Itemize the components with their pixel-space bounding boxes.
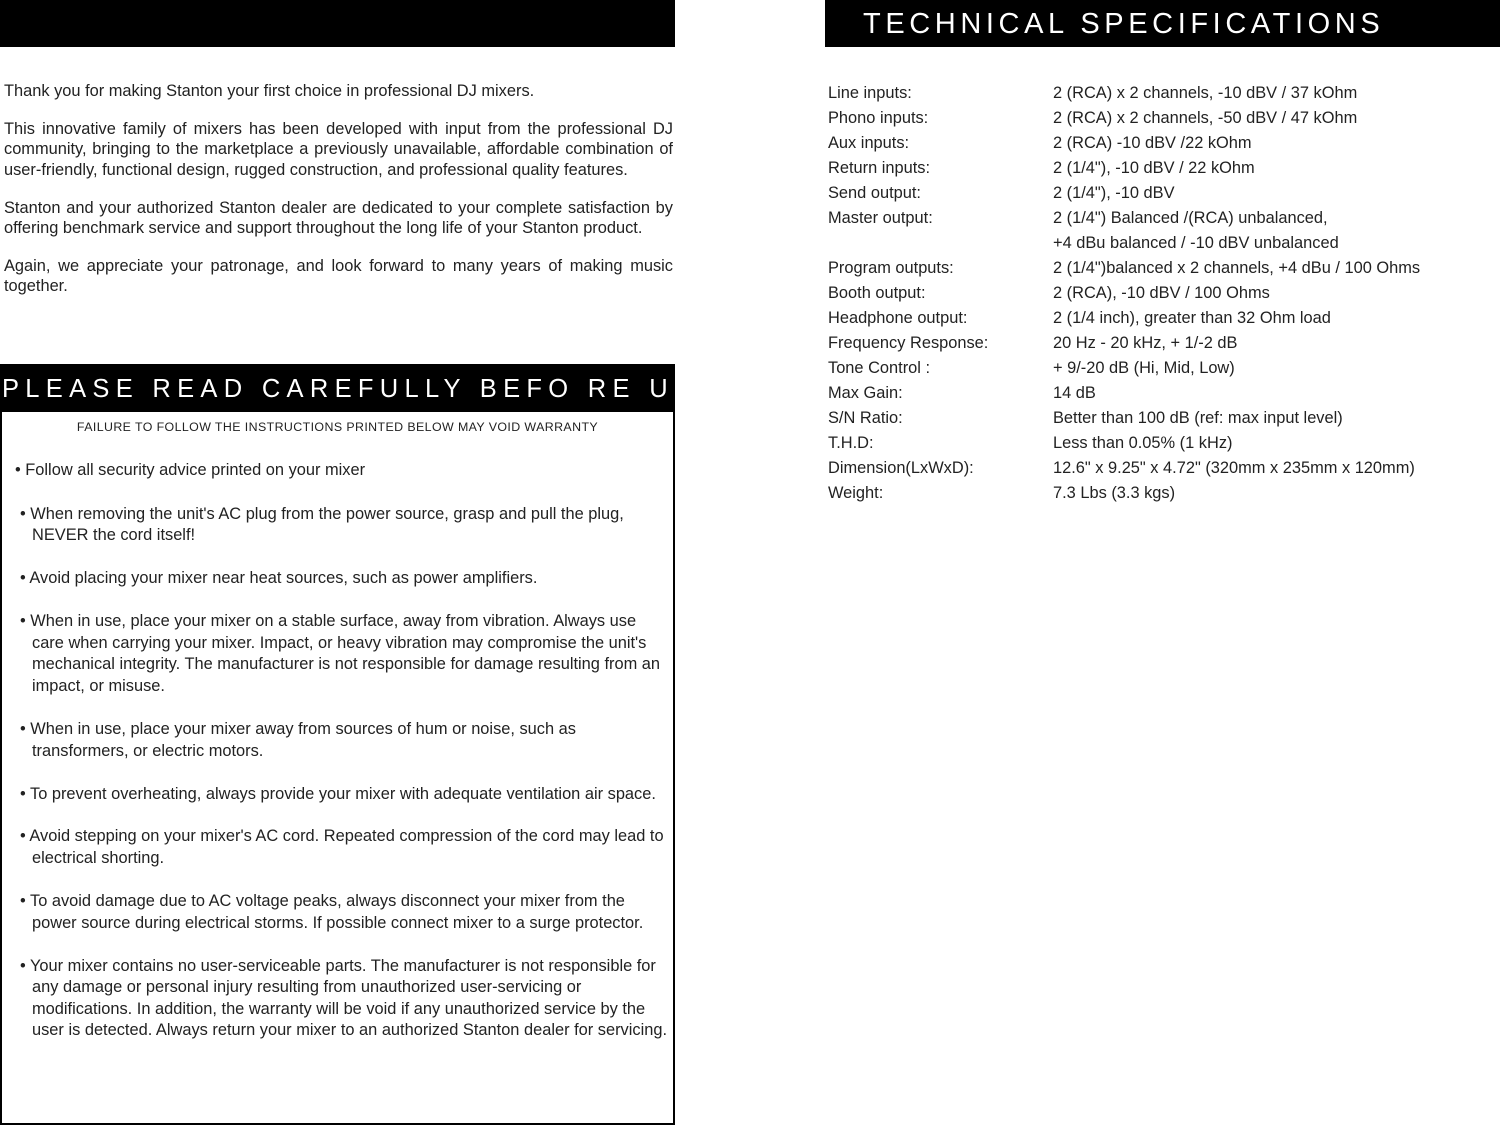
spec-label: Program outputs: bbox=[828, 259, 954, 277]
spec-label: Weight: bbox=[828, 484, 884, 502]
intro-paragraph: Thank you for making Stanton your first choice in professional DJ mixers. bbox=[4, 82, 535, 100]
spec-value: Less than 0.05% (1 kHz) bbox=[1053, 434, 1233, 452]
spec-value: Better than 100 dB (ref: max input level) bbox=[1053, 409, 1343, 427]
spec-label: Line inputs: bbox=[828, 84, 912, 102]
spec-value: 20 Hz - 20 kHz, + 1/-2 dB bbox=[1053, 334, 1238, 352]
spec-label: Frequency Response: bbox=[828, 334, 989, 352]
spec-label: Max Gain: bbox=[828, 384, 903, 402]
spec-label: Phono inputs: bbox=[828, 109, 929, 127]
spec-row bbox=[828, 431, 1420, 456]
spec-label: Tone Control : bbox=[828, 359, 931, 377]
spec-label: Master output: bbox=[828, 209, 933, 227]
intro-paragraph: Again, we appreciate your patronage, and look forward to many years of making music together. bbox=[4, 257, 673, 296]
spec-value: 2 (RCA) -10 dBV /22 kOhm bbox=[1053, 134, 1252, 152]
warning-item: • Follow all security advice printed on your mixer bbox=[15, 461, 366, 479]
spec-row bbox=[828, 206, 1420, 231]
warning-item: • To prevent overheating, always provide your mixer with adequate ventilation air space. bbox=[20, 784, 656, 803]
spec-label: Aux inputs: bbox=[828, 134, 910, 152]
spec-label: S/N Ratio: bbox=[828, 409, 903, 427]
spec-value: 7.3 Lbs (3.3 kgs) bbox=[1053, 484, 1176, 502]
spec-value: 2 (RCA) x 2 channels, -10 dBV / 37 kOhm bbox=[1053, 84, 1358, 102]
spec-row bbox=[828, 256, 1420, 281]
warning-item: • Avoid stepping on your mixer's AC cord. Repeated compression of the cord may lead to electrical shorting. bbox=[20, 827, 664, 868]
specifications-header: TECHNICAL SPECIFICATIONS bbox=[825, 0, 1500, 47]
spec-value: 12.6" x 9.25" x 4.72" (320mm x 235mm x 120mm) bbox=[1053, 459, 1415, 477]
spec-value: 2 (1/4"), -10 dBV bbox=[1053, 184, 1175, 202]
spec-row bbox=[828, 106, 1420, 131]
spec-row bbox=[828, 281, 1420, 306]
spec-row bbox=[828, 406, 1420, 431]
warning-list bbox=[12, 460, 667, 1063]
top-left-header-bar bbox=[0, 0, 675, 47]
spec-row bbox=[828, 356, 1420, 381]
spec-value: 14 dB bbox=[1053, 384, 1096, 402]
spec-value: 2 (RCA), -10 dBV / 100 Ohms bbox=[1053, 284, 1270, 302]
spec-row bbox=[828, 231, 1420, 256]
spec-value: + 9/-20 dB (Hi, Mid, Low) bbox=[1053, 359, 1235, 377]
spec-label: T.H.D: bbox=[828, 434, 874, 452]
warning-item: • Avoid placing your mixer near heat sources, such as power amplifiers. bbox=[20, 569, 538, 588]
spec-row bbox=[828, 131, 1420, 156]
spec-row bbox=[828, 456, 1420, 481]
spec-row bbox=[828, 81, 1420, 106]
warning-title: PLEASE READ CAREFULLY BEFO RE USE bbox=[2, 366, 673, 412]
warning-item: • Your mixer contains no user-serviceable parts. The manufacturer is not responsible for any damage or personal injury resulting from unauthorized user-servicing or modifications. In addition, the warranty will be void if any unauthorized service by the user is detected. Always return your mixer to an authorized Stanton dealer for servicing. bbox=[20, 956, 668, 1040]
intro-section bbox=[4, 81, 673, 315]
spec-label: Headphone output: bbox=[828, 309, 968, 327]
spec-table bbox=[828, 81, 1420, 506]
spec-value: 2 (1/4")balanced x 2 channels, +4 dBu / 100 Ohms bbox=[1053, 259, 1421, 277]
spec-label: Return inputs: bbox=[828, 159, 931, 177]
spec-row bbox=[828, 331, 1420, 356]
spec-row bbox=[828, 381, 1420, 406]
warning-box bbox=[0, 364, 721, 1125]
warning-item: • When in use, place your mixer away from sources of hum or noise, such as transformers, or electric motors. bbox=[20, 719, 576, 760]
spec-label bbox=[828, 231, 1053, 256]
spec-value: +4 dBu balanced / -10 dBV unbalanced bbox=[1053, 234, 1339, 252]
spec-label: Booth output: bbox=[828, 284, 926, 302]
spec-label: Dimension(LxWxD): bbox=[828, 459, 974, 477]
spec-value: 2 (RCA) x 2 channels, -50 dBV / 47 kOhm bbox=[1053, 109, 1358, 127]
spec-value: 2 (1/4") Balanced /(RCA) unbalanced, bbox=[1053, 209, 1328, 227]
warranty-note: FAILURE TO FOLLOW THE INSTRUCTIONS PRINTED BELOW MAY VOID WARRANTY bbox=[76, 420, 599, 434]
spec-row bbox=[828, 306, 1420, 331]
spec-row bbox=[828, 181, 1420, 206]
warning-item: • When removing the unit's AC plug from the power source, grasp and pull the plug, NEVER the cord itself! bbox=[20, 504, 624, 545]
intro-paragraph: This innovative family of mixers has been developed with input from the professional DJ community, bringing to the marketplace a previously unavailable, affordable combination of user-friendly, functional design, rugged construction, and professional quality features. bbox=[4, 120, 673, 179]
intro-paragraph: Stanton and your authorized Stanton dealer are dedicated to your complete satisfaction by offering benchmark service and support throughout the long life of your Stanton product. bbox=[4, 198, 673, 238]
warning-item: • When in use, place your mixer on a stable surface, away from vibration. Always use care when carrying your mixer. Impact, or heavy vibration may compromise the unit's mechanical integrity. The manufacturer is not responsible for damage resulting from an impact, or misuse. bbox=[20, 612, 661, 695]
spec-row bbox=[828, 481, 1420, 506]
spec-row bbox=[828, 156, 1420, 181]
spec-label: Send output: bbox=[828, 184, 921, 202]
spec-value: 2 (1/4 inch), greater than 32 Ohm load bbox=[1053, 309, 1331, 327]
warning-item: • To avoid damage due to AC voltage peaks, always disconnect your mixer from the power source during electrical storms. If possible connect mixer to a surge protector. bbox=[20, 892, 644, 932]
spec-value: 2 (1/4"), -10 dBV / 22 kOhm bbox=[1053, 159, 1255, 177]
